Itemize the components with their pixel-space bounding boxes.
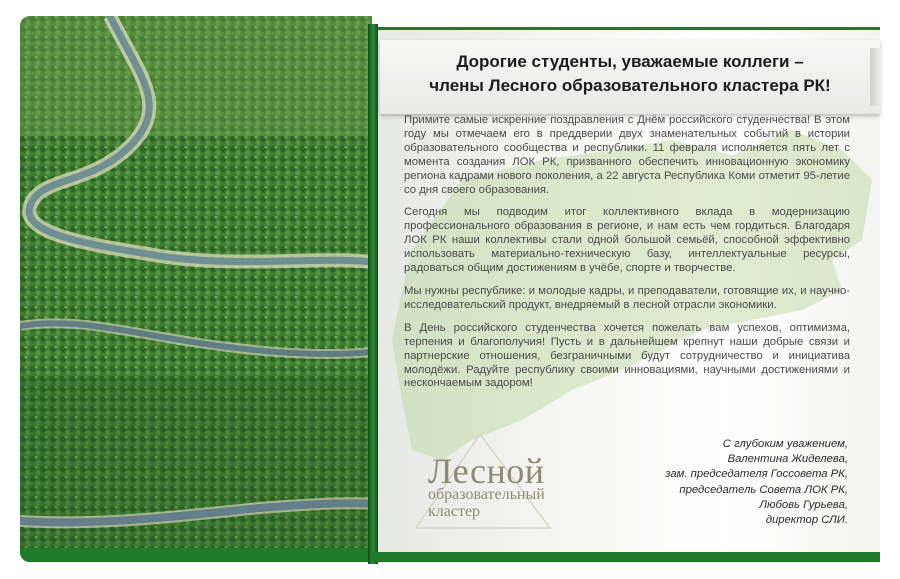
paragraph: Сегодня мы подводим итог коллективного вклада в модернизацию профессионального образования в регионе, и нам есть чем гордиться. Благодаря ЛОК РК наши коллективы стали одной большой семьёй, способной эффективно использовать материально-техническую базу, интеллектуальные ресурсы, радоваться общим достижениям в учёбе, спорте и творчестве. bbox=[404, 206, 850, 275]
signature-line: директор СЛИ. bbox=[765, 514, 848, 527]
letter-body bbox=[404, 114, 850, 400]
signature-line: С глубоким уважением, bbox=[722, 438, 848, 450]
paragraph: В День российского студенчества хочется пожелать вам успехов, оптимизма, терпения и благополучия! Пусть и в дальнейшем крепнут наши добрые связи и партнерские отношения, безграничными будут сотрудничество и инициатива молодёжи. Радуйте республику своими инновациями, научными достижениями и нескончаемым задором! bbox=[404, 321, 850, 390]
logo-sub-text: кластер bbox=[428, 503, 481, 520]
signature-line: председатель Совета ЛОК РК, bbox=[679, 483, 848, 496]
forest-river-photo bbox=[20, 16, 372, 562]
banner-fold bbox=[870, 48, 882, 106]
signature-line: Любовь Гурьева, bbox=[759, 498, 848, 511]
right-page-bottom-bar bbox=[372, 552, 880, 562]
paragraph: Мы нужны республике: и молодые кадры, и преподаватели, готовящие их, и научно-исследовательский продукт, внедряемый в лесной отрасли экономики. bbox=[404, 284, 850, 311]
signature-block bbox=[600, 437, 848, 528]
paragraph: Примите самые искренние поздравления с Днём российского студенчества! В этом году мы отмечаем его в преддверии двух знаменательных событий в истории образовательного сообщества и республики. 11 февраля исполняется пять лет с момента создания ЛОК РК, призванного обеспечить инновационную экономику региона кадрами нового поколения, а 22 августа Республика Коми отметит 95-летие со дня своего образования. bbox=[404, 114, 850, 196]
left-page-bottom-bar bbox=[20, 548, 372, 562]
logo-sub-text: образовательный bbox=[428, 486, 545, 503]
title-banner bbox=[380, 40, 880, 114]
signature-line: Валентина Жиделева, bbox=[727, 453, 848, 466]
logo-main-text: Лесной bbox=[428, 451, 545, 491]
title-line-2: члены Лесного образовательного кластера РК! bbox=[429, 76, 831, 95]
signature-line: зам. председателя Госсовета РК, bbox=[665, 468, 848, 481]
title-line-1: Дорогие студенты, уважаемые коллеги – bbox=[456, 52, 804, 71]
cluster-logo bbox=[410, 428, 590, 538]
